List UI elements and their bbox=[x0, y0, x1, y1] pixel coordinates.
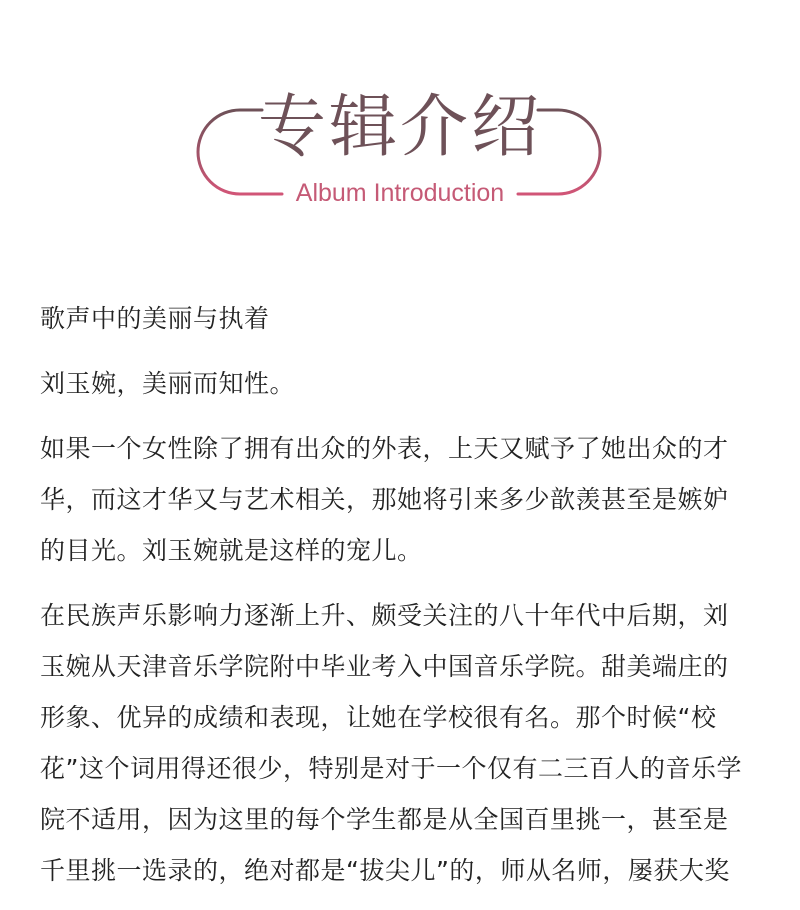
article-paragraph: 在民族声乐影响力逐渐上升、颇受关注的八十年代中后期，刘 玉婉从天津音乐学院附中毕业考入中国音乐学院。甜美端庄的 形象、优异的成绩和表现，让她在学校很有名。那个时候“校 花”这个词用得还很少，特别是对于一个仅有二三百人的音乐学 院不适用，因为这里的每个学生都是从全国百里挑一，甚至是 千里挑一选录的，绝对都是“拔尖儿”的，师从名师，屡获大奖 bbox=[40, 601, 742, 885]
article-heading: 歌声中的美丽与执着 bbox=[40, 304, 270, 333]
section-header bbox=[0, 0, 800, 240]
article-paragraph: 如果一个女性除了拥有出众的外表，上天又赋予了她出众的才 华，而这才华又与艺术相关，那她将引来多少歆羡甚至是嫉妒 的目光。刘玉婉就是这样的宠儿。 bbox=[40, 434, 729, 565]
article-body bbox=[40, 293, 760, 910]
article-paragraph: 刘玉婉，美丽而知性。 bbox=[40, 369, 296, 398]
page-title: 专辑介绍 bbox=[257, 88, 542, 167]
page-subtitle: Album Introduction bbox=[295, 179, 505, 207]
